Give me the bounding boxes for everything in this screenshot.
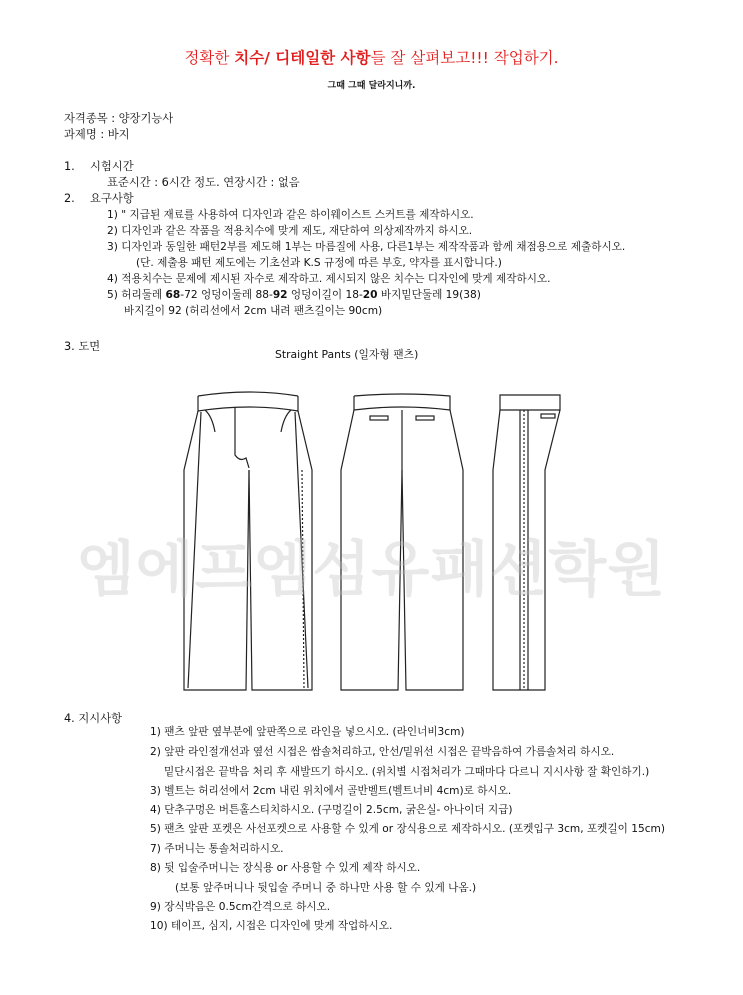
instruction-item: 7) 주머니는 통솔처리하시오. bbox=[150, 843, 284, 855]
section2-number: 2. bbox=[64, 192, 75, 205]
section1-number: 1. bbox=[64, 160, 75, 173]
measure-hip-length: 20 bbox=[362, 289, 378, 301]
back-view-drawing bbox=[341, 394, 463, 690]
front-pocket-right bbox=[281, 410, 291, 432]
instruction-note: (보통 앞주머니나 뒷입술 주머니 중 하나만 사용 할 수 있게 나옴.) bbox=[175, 882, 477, 894]
headline-pre: 정확한 bbox=[184, 49, 235, 67]
instruction-item: 2) 앞판 라인절개선과 옆선 시접은 쌈솔처리하고, 안선/밑위선 시접은 끝박음하여 가름솔처리 하시오. bbox=[150, 746, 615, 758]
side-pocket bbox=[541, 414, 555, 418]
requirement-item: 1) " 지급된 재료를 사용하여 디자인과 같은 하이웨이스트 스커트를 제작하시오. bbox=[107, 209, 474, 221]
measure-text: 엉덩이길이 18- bbox=[287, 289, 363, 301]
front-side-line-left bbox=[188, 412, 201, 688]
measure-text: 5) 허리둘레 bbox=[107, 289, 166, 301]
section4-title: 4. 지시사항 bbox=[64, 712, 123, 725]
front-side-line-right bbox=[295, 412, 308, 688]
page-subtitle: 그때 그때 달라지니까. bbox=[327, 81, 416, 91]
back-right-leg bbox=[402, 410, 463, 690]
instruction-item: 4) 단추구멍은 버튼홀스티치하시오. (구멍길이 2.5cm, 굵은실- 아나이더 지급) bbox=[150, 804, 513, 816]
requirement-note: (단. 제출용 패턴 제도에는 기초선과 K.S 규정에 따른 부호, 약자를 표시합니다.) bbox=[136, 257, 502, 269]
section1-detail: 표준시간 : 6시간 정도. 연장시간 : 없음 bbox=[107, 176, 300, 189]
requirement-item: 2) 디자인과 같은 작품을 적용치수에 맞게 제도, 재단하여 의상제작까지 하시오. bbox=[107, 225, 473, 237]
watermark-text: 엠에프엠섬유패션학원 bbox=[76, 535, 667, 605]
front-left-leg bbox=[184, 411, 249, 690]
front-waistband bbox=[198, 396, 298, 411]
front-pocket-left bbox=[205, 410, 215, 432]
front-view-drawing bbox=[184, 392, 312, 690]
exam-task: 과제명 : 바지 bbox=[64, 128, 130, 141]
instruction-item: 8) 뒷 입술주머니는 장식용 or 사용할 수 있게 제작 하시오. bbox=[150, 862, 421, 874]
side-view-drawing bbox=[493, 395, 560, 690]
requirement-item: 3) 디자인과 동일한 패턴2부를 제도해 1부는 마름질에 사용, 다른1부는 제작작품과 함께 채점용으로 제출하시오. bbox=[107, 241, 626, 253]
instruction-item: 1) 팬츠 앞판 옆부분에 앞판쪽으로 라인을 넣으시오. (라인너비3cm) bbox=[150, 726, 465, 738]
measure-waist: 68 bbox=[165, 289, 181, 301]
instruction-item: 5) 팬츠 앞판 포켓은 사선포켓으로 사용할 수 있게 or 장식용으로 제작하시오. (포켓입구 3cm, 포켓길이 15cm) bbox=[150, 823, 666, 835]
measure-text: -72 엉덩이둘레 88- bbox=[180, 289, 273, 301]
instruction-item: 밑단시접은 끝박음 처리 후 새발뜨기 하시오. (위치별 시접처리가 그때마다 다르니 지시사항 잘 확인하기.) bbox=[164, 766, 650, 778]
headline-bold: 치수/ 디테일한 사항 bbox=[234, 49, 371, 67]
back-welt-pocket-right bbox=[416, 416, 434, 420]
requirement-length: 바지길이 92 (허리선에서 2cm 내려 팬츠길이는 90cm) bbox=[124, 305, 383, 317]
section1-title: 시험시간 bbox=[90, 160, 134, 173]
measure-hip: 92 bbox=[272, 289, 288, 301]
section3-title: 3. 도면 bbox=[64, 340, 101, 353]
side-leg-outline bbox=[493, 410, 560, 690]
measure-text: 바지밑단둘레 19(38) bbox=[377, 289, 481, 301]
side-waistband bbox=[500, 395, 560, 410]
headline-post: 들 잘 살펴보고!!! 작업하기. bbox=[370, 49, 559, 67]
requirement-item: 4) 적용치수는 문제에 제시된 자수로 제작하고. 제시되지 않은 치수는 디자인에 맞게 제작하시오. bbox=[107, 273, 551, 285]
back-waistband bbox=[354, 394, 450, 410]
drawing-caption: Straight Pants (일자형 팬츠) bbox=[275, 348, 419, 361]
instruction-item: 9) 장식박음은 0.5cm간격으로 하시오. bbox=[150, 901, 331, 913]
section2-title: 요구사항 bbox=[90, 192, 134, 205]
exam-type: 자격종목 : 양장기능사 bbox=[64, 112, 174, 125]
instruction-item: 10) 테이프, 심지, 시접은 디자인에 맞게 작업하시오. bbox=[150, 920, 393, 932]
instruction-item: 3) 벨트는 허리선에서 2cm 내린 위치에서 골반벨트(벨트너비 4cm)로 하시오. bbox=[150, 785, 512, 797]
back-left-leg bbox=[341, 410, 402, 690]
front-fly-stitch bbox=[235, 407, 249, 468]
back-welt-pocket-left bbox=[370, 416, 388, 420]
front-waistband-top bbox=[198, 392, 298, 396]
